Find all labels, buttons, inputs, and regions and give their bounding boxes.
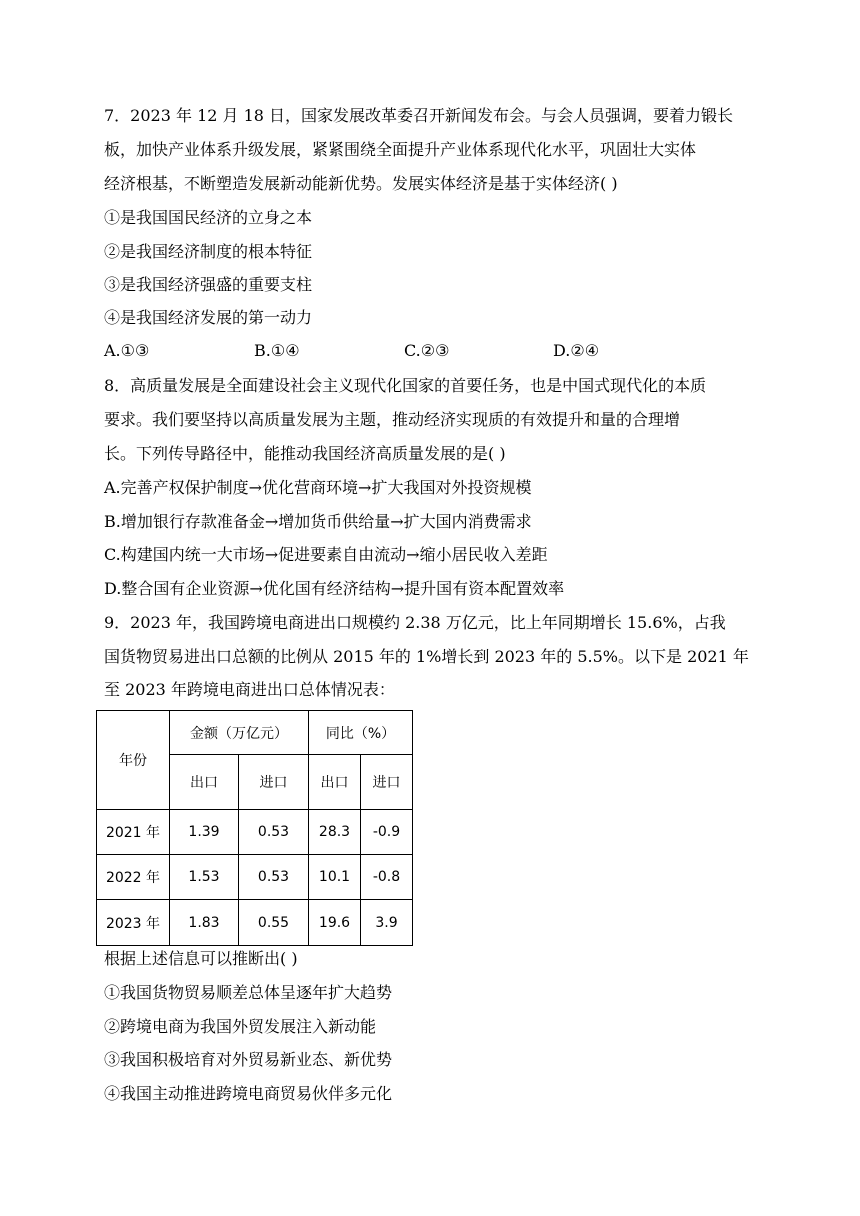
cell-amount-import: 0.55 [239, 900, 309, 946]
cell-year: 2023 年 [97, 900, 170, 946]
header-year: 年份 [97, 711, 170, 810]
q7-statement: ③是我国经济强盛的重要支柱 [104, 275, 313, 294]
q7-option-d[interactable]: D.②④ [553, 341, 600, 360]
q7-statement: ④是我国经济发展的第一动力 [104, 308, 313, 327]
q9-stem-line: 国货物贸易进出口总额的比例从 2015 年的 1%增长到 2023 年的 5.5%。以下是 2021 年 [104, 647, 749, 666]
q7-option-b[interactable]: B.①④ [254, 341, 300, 360]
q7-option-a[interactable]: A.①③ [104, 341, 150, 360]
q8-option-c[interactable]: C.构建国内统一大市场→促进要素自由流动→缩小居民收入差距 [104, 545, 548, 564]
cell-amount-import: 0.53 [239, 810, 309, 855]
q9-statement: ②跨境电商为我国外贸发展注入新动能 [104, 1017, 377, 1036]
header-yoy-export: 出口 [309, 755, 361, 810]
q7-stem-line: 板，加快产业体系升级发展，紧紧围绕全面提升产业体系现代化水平，巩固壮大实体 [104, 140, 697, 159]
cell-yoy-export: 28.3 [309, 810, 361, 855]
q9-prompt: 根据上述信息可以推断出( ) [104, 949, 298, 968]
q8-stem-line: 长。下列传导路径中，能推动我国经济高质量发展的是( ) [104, 444, 506, 463]
cell-yoy-export: 10.1 [309, 855, 361, 900]
cell-yoy-export: 19.6 [309, 900, 361, 946]
header-yoy: 同比（%） [309, 711, 413, 755]
cell-amount-import: 0.53 [239, 855, 309, 900]
q8-option-a[interactable]: A.完善产权保护制度→优化营商环境→扩大我国对外投资规模 [104, 478, 532, 497]
cell-amount-export: 1.39 [170, 810, 239, 855]
q7-stem-line: 7．2023 年 12 月 18 日，国家发展改革委召开新闻发布会。与会人员强调，要着力锻长 [104, 106, 734, 125]
q7-statement: ①是我国国民经济的立身之本 [104, 208, 313, 227]
cell-year: 2022 年 [97, 855, 170, 900]
q7-stem-line: 经济根基，不断塑造发展新动能新优势。发展实体经济是基于实体经济( ) [104, 174, 618, 193]
q7-statement: ②是我国经济制度的根本特征 [104, 242, 313, 261]
q8-option-d[interactable]: D.整合国有企业资源→优化国有经济结构→提升国有资本配置效率 [104, 579, 565, 598]
q8-stem-line: 8．高质量发展是全面建设社会主义现代化国家的首要任务，也是中国式现代化的本质 [104, 376, 707, 395]
q9-stem-line: 至 2023 年跨境电商进出口总体情况表： [104, 680, 395, 699]
cell-amount-export: 1.83 [170, 900, 239, 946]
cross-border-ecommerce-table [96, 710, 413, 946]
q7-option-c[interactable]: C.②③ [404, 341, 450, 360]
cell-amount-export: 1.53 [170, 855, 239, 900]
header-yoy-import: 进口 [361, 755, 413, 810]
q8-stem-line: 要求。我们要坚持以高质量发展为主题，推动经济实现质的有效提升和量的合理增 [104, 410, 681, 429]
cell-yoy-import: -0.9 [361, 810, 413, 855]
q7-options [104, 340, 804, 362]
q9-stem-line: 9．2023 年，我国跨境电商进出口规模约 2.38 万亿元，比上年同期增长 15.6%，占我 [104, 613, 726, 632]
cell-year: 2021 年 [97, 810, 170, 855]
cell-yoy-import: 3.9 [361, 900, 413, 946]
table-row [97, 855, 413, 900]
q8-option-b[interactable]: B.增加银行存款准备金→增加货币供给量→扩大国内消费需求 [104, 512, 532, 531]
header-amount: 金额（万亿元） [170, 711, 309, 755]
table-row [97, 810, 413, 855]
q9-statement: ③我国积极培育对外贸易新业态、新优势 [104, 1050, 393, 1069]
q9-statement: ④我国主动推进跨境电商贸易伙伴多元化 [104, 1084, 393, 1103]
header-amount-export: 出口 [170, 755, 239, 810]
q9-statement: ①我国货物贸易顺差总体呈逐年扩大趋势 [104, 983, 393, 1002]
table-row [97, 900, 413, 946]
header-amount-import: 进口 [239, 755, 309, 810]
cell-yoy-import: -0.8 [361, 855, 413, 900]
